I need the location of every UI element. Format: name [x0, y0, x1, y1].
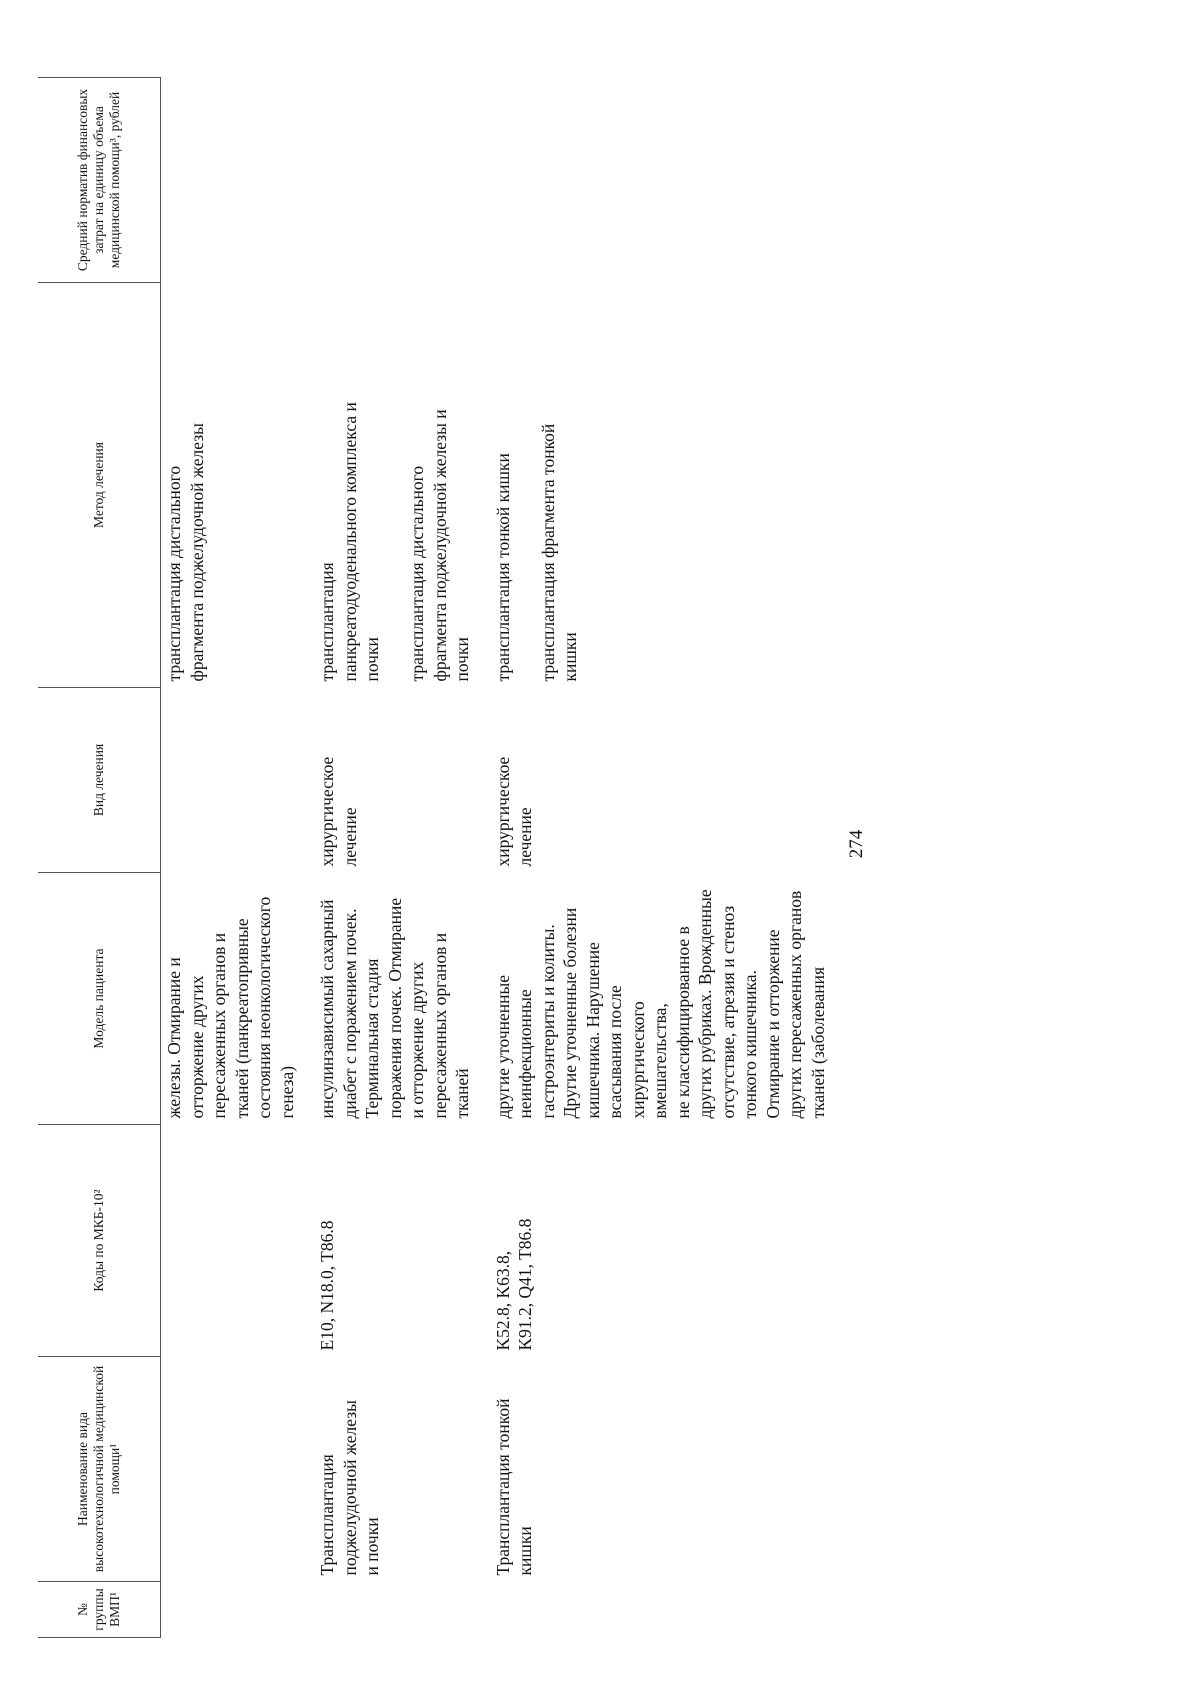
header-group-no: № группы ВМП¹ [38, 1582, 161, 1638]
cell-treatment-kind: хирургическое лечение [492, 756, 535, 867]
table-row [490, 78, 846, 1638]
table-row [314, 78, 490, 1638]
cell-treatment-kind: хирургическое лечение [317, 756, 360, 867]
cell-group-no [161, 1582, 315, 1638]
vmp-table [38, 77, 845, 1638]
cell-name [161, 1357, 315, 1582]
cell-icd-codes [161, 1125, 315, 1357]
page-number: 274 [846, 829, 867, 859]
header-icd-codes: Коды по МКБ-10² [38, 1125, 161, 1357]
cell-treatment-method: трансплантация дистального фрагмента поджелудочной железы [164, 423, 207, 682]
cell-name: Трансплантация тонкой кишки [492, 1398, 535, 1576]
cell-icd-codes: K52.8, K63.8, K91.2, Q41, T86.8 [492, 1218, 535, 1351]
table-header [38, 78, 161, 1638]
cell-icd-codes: E10, N18.0, T86.8 [317, 1220, 337, 1351]
cell-group-no [314, 1582, 490, 1638]
table-row [161, 78, 315, 1638]
cell-treatment-method: трансплантация тонкой кишки трансплантация фрагмента тонкой кишки [492, 423, 580, 682]
cell-name: Трансплантация поджелудочной железы и почки [317, 1400, 382, 1576]
cell-patient-model: инсулинзависимый сахарный диабет с поражением почек. Терминальная стадия поражения почек. Отмирание и отторжение других пересаженных органов и тканей [317, 897, 472, 1119]
header-patient-model: Модель пациента [38, 873, 161, 1125]
table-body [161, 78, 846, 1638]
cell-patient-model: железы. Отмирание и отторжение других пересаженных органов и тканей (панкреатопривные состояния неонкологического генеза) [164, 896, 297, 1119]
header-name: Наименование вида высокотехнологичной медицинской помощи¹ [38, 1357, 161, 1582]
cell-avg-cost [161, 78, 315, 283]
cell-group-no [490, 1582, 846, 1638]
cell-treatment-method: трансплантация панкреатодуоденального комплекса и почки трансплантация дистального фрагмента поджелудочной железы и почки [317, 402, 472, 682]
cell-treatment-kind [161, 688, 315, 873]
cell-avg-cost [490, 78, 846, 283]
header-avg-cost: Средний норматив финансовых затрат на единицу объема медицинской помощи³, рублей [38, 78, 161, 283]
cell-avg-cost [314, 78, 490, 283]
header-row [38, 78, 161, 1638]
header-treatment-kind: Вид лечения [38, 688, 161, 873]
cell-patient-model: другие уточненные неинфекционные гастроэнтериты и колиты. Другие уточненные болезни кишечника. Нарушение всасывания после хирургического вмешательства, не классифицированное в других рубриках. Врожденные отсутствие, атрезия и стеноз тонкого кишечника. Отмирание и отторжение других пересаженных органов тканей (заболевания [492, 889, 828, 1119]
header-treatment-method: Метод лечения [38, 283, 161, 688]
